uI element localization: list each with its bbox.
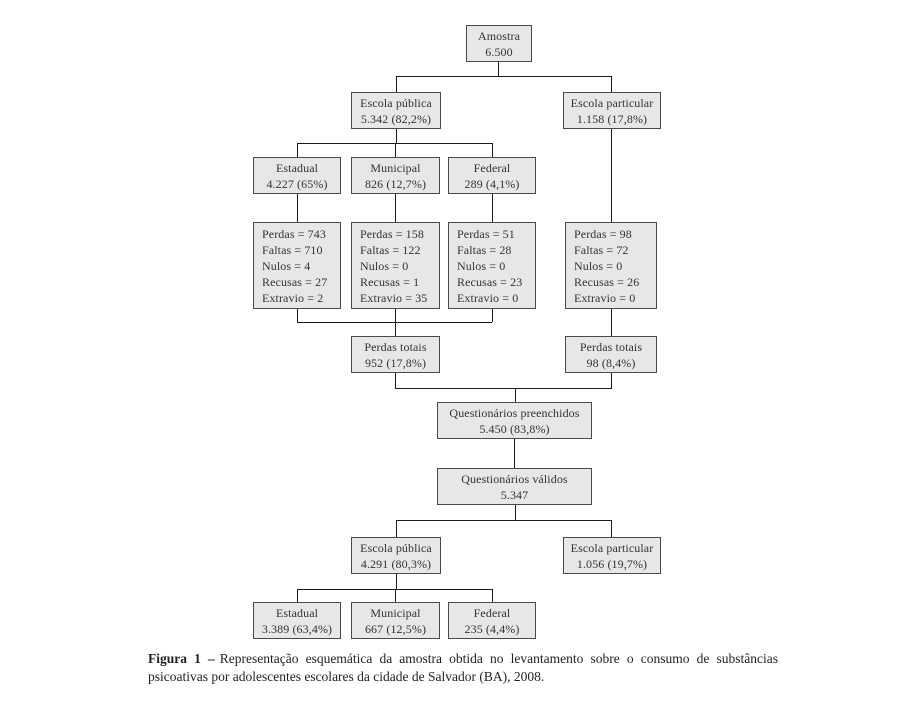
loss-line: Perdas = 743 (262, 226, 326, 241)
node-label: Federal (473, 605, 511, 620)
loss-line: Nulos = 0 (574, 258, 623, 273)
node-questionarios-validos (437, 468, 592, 505)
node-value: 826 (12,7%) (364, 176, 427, 191)
node-value: 4.227 (65%) (266, 176, 328, 191)
connector (396, 129, 397, 143)
node-estadual-top (253, 157, 341, 194)
connector (395, 388, 612, 389)
node-questionarios-preenchidos (437, 402, 592, 439)
node-label: Municipal (370, 605, 421, 620)
node-perdas-federal (448, 222, 536, 309)
figure-caption-label: Figura 1 – (148, 651, 215, 666)
node-perdas-estadual (253, 222, 341, 309)
node-label: Escola particular (570, 540, 654, 555)
node-perdas-municipal (351, 222, 440, 309)
node-value: 1.158 (17,8%) (576, 111, 648, 126)
node-label: Escola particular (570, 95, 654, 110)
connector (395, 589, 396, 602)
loss-line: Recusas = 26 (574, 274, 640, 289)
node-municipal-bottom (351, 602, 440, 639)
node-value: 6.500 (485, 44, 513, 59)
node-escola-publica-top (351, 92, 441, 129)
node-value: 235 (4,4%) (464, 621, 520, 636)
loss-line: Nulos = 0 (457, 258, 506, 273)
connector (395, 194, 396, 222)
node-federal-bottom (448, 602, 536, 639)
loss-line: Extravio = 35 (360, 290, 428, 305)
node-value: 667 (12,5%) (364, 621, 427, 636)
connector (514, 439, 515, 468)
node-value: 4.291 (80,3%) (360, 556, 432, 571)
connector (396, 520, 612, 521)
connector (297, 194, 298, 222)
node-value: 5.450 (83,8%) (479, 421, 550, 436)
node-label: Escola pública (360, 540, 432, 555)
loss-line: Extravio = 2 (262, 290, 324, 305)
loss-line: Nulos = 4 (262, 258, 311, 273)
node-value: 952 (17,8%) (364, 355, 427, 370)
connector (396, 520, 397, 537)
node-amostra (466, 25, 532, 62)
node-label: Estadual (275, 160, 319, 175)
loss-line: Faltas = 28 (457, 242, 512, 257)
connector (297, 589, 298, 602)
loss-line: Perdas = 51 (457, 226, 515, 241)
loss-line: Faltas = 72 (574, 242, 629, 257)
node-label: Amostra (477, 28, 521, 43)
node-escola-particular-bottom (563, 537, 661, 574)
node-perdas-totais-particular (565, 336, 657, 373)
loss-line: Recusas = 27 (262, 274, 328, 289)
connector (611, 76, 612, 92)
node-federal-top (448, 157, 536, 194)
node-perdas-totais-publica (351, 336, 440, 373)
loss-line: Faltas = 710 (262, 242, 323, 257)
loss-line: Recusas = 23 (457, 274, 523, 289)
node-label: Questionários preenchidos (449, 405, 580, 420)
node-label: Estadual (275, 605, 319, 620)
connector (611, 309, 612, 336)
connector (396, 76, 397, 92)
loss-line: Extravio = 0 (574, 290, 636, 305)
node-value: 5.347 (500, 487, 529, 502)
node-label: Questionários válidos (461, 471, 568, 486)
connector (498, 62, 499, 76)
node-value: 5.342 (82,2%) (360, 111, 432, 126)
node-escola-particular-top (563, 92, 661, 129)
connector (611, 373, 612, 388)
connector (395, 373, 396, 388)
connector (492, 589, 493, 602)
connector (492, 143, 493, 157)
connector (396, 76, 612, 77)
connector (297, 309, 298, 322)
node-label: Perdas totais (579, 339, 643, 354)
node-estadual-bottom (253, 602, 341, 639)
node-label: Perdas totais (364, 339, 427, 354)
connector (395, 143, 396, 157)
node-value: 1.056 (19,7%) (576, 556, 648, 571)
connector (611, 129, 612, 222)
connector (396, 574, 397, 589)
node-label: Escola pública (360, 95, 432, 110)
connector (515, 388, 516, 402)
node-value: 3.389 (63,4%) (261, 621, 333, 636)
node-label: Municipal (370, 160, 421, 175)
connector (515, 505, 516, 520)
connector (395, 309, 396, 336)
loss-line: Extravio = 0 (457, 290, 519, 305)
connector (297, 143, 298, 157)
connector (492, 194, 493, 222)
node-value: 289 (4,1%) (464, 176, 520, 191)
node-perdas-particular (565, 222, 657, 309)
connector (611, 520, 612, 537)
connector (492, 309, 493, 322)
loss-line: Recusas = 1 (360, 274, 420, 289)
figure-caption (148, 650, 778, 685)
loss-line: Perdas = 98 (574, 226, 632, 241)
node-label: Federal (473, 160, 511, 175)
figure-caption-text: Representação esquemática da amostra obtida no levantamento sobre o consumo de substâncias psicoativas por adolescentes escolares da cidade de Salvador (BA), 2008. (148, 651, 778, 684)
loss-line: Faltas = 122 (360, 242, 421, 257)
node-escola-publica-bottom (351, 537, 441, 574)
loss-line: Nulos = 0 (360, 258, 409, 273)
node-value: 98 (8,4%) (586, 355, 636, 370)
node-municipal-top (351, 157, 440, 194)
loss-line: Perdas = 158 (360, 226, 424, 241)
